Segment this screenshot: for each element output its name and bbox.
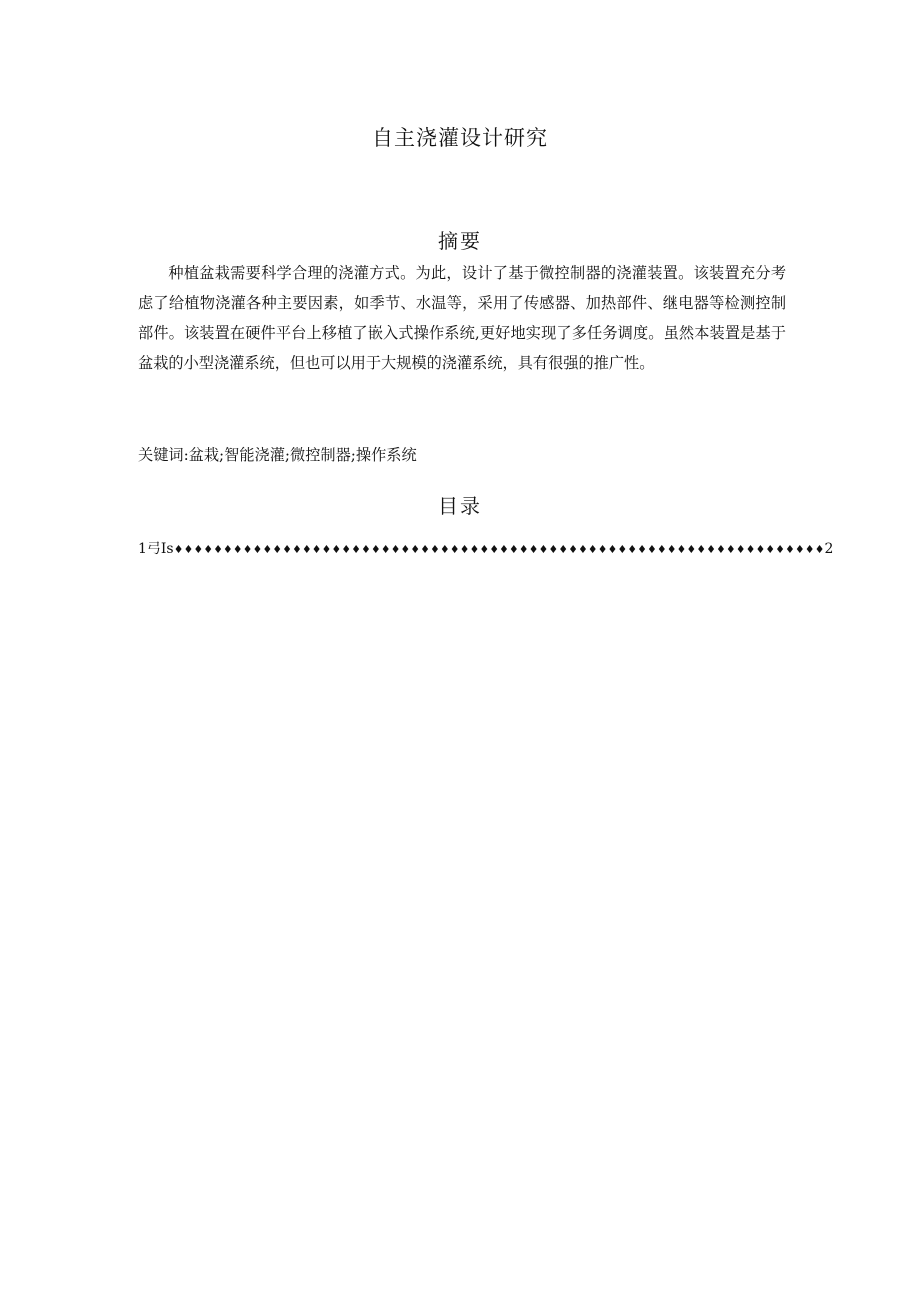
abstract-body: 种植盆栽需要科学合理的浇灌方式。为此，设计了基于微控制器的浇灌装置。该装置充分考虑了给植物浇灌各种主要因素，如季节、水温等，采用了传感器、加热部件、继电器等检测控制部件。该装置在硬件平台上移植了嵌入式操作系统,更好地实现了多任务调度。虽然本装置是基于盆栽的小型浇灌系统，但也可以用于大规模的浇灌系统，具有很强的推广性。 <box>138 264 786 372</box>
toc-entry-leader: ♦♦♦♦♦♦♦♦♦♦♦♦♦♦♦♦♦♦♦♦♦♦♦♦♦♦♦♦♦♦♦♦♦♦♦♦♦♦♦♦♦♦♦♦♦♦♦♦♦♦♦♦♦♦♦♦♦♦♦♦♦♦♦♦♦♦ <box>173 543 825 556</box>
keywords-line: 关键词:盆栽;智能浇灌;微控制器;操作系统 <box>138 446 417 464</box>
toc-entry[interactable] <box>138 537 838 562</box>
toc-entry-label: 1弓Is <box>138 541 174 557</box>
toc-entry-page: 2 <box>824 541 834 557</box>
toc-heading: 目录 <box>438 494 482 518</box>
abstract-heading: 摘要 <box>438 229 482 253</box>
document-title: 自主浇灌设计研究 <box>372 126 548 150</box>
